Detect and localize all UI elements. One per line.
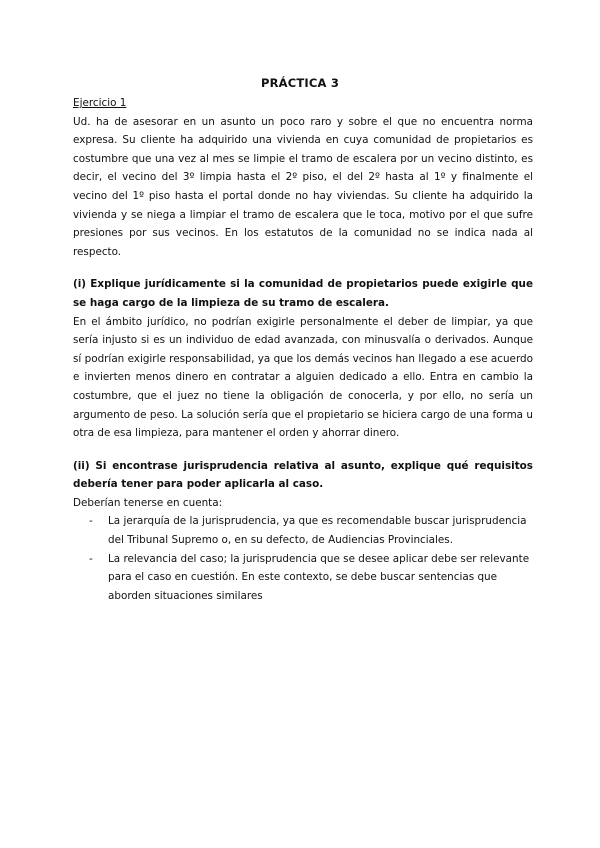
document-body — [73, 94, 533, 605]
bullet-dash: - — [89, 515, 93, 528]
question-1: (i) Explique jurídicamente si la comunidad de propietarios puede exigirle que se haga cargo de la limpieza de su tramo de escalera. — [73, 278, 533, 309]
list-item — [73, 512, 533, 549]
answer-1: En el ámbito jurídico, no podrían exigirle personalmente el deber de limpiar, ya que sería injusto si es un individuo de edad avanzada, con minusvalía o derivados. Aunque sí podrían exigirle responsabilidad, ya que los demás vecinos han llegado a ese acuerdo e invierten menos dinero en contratar a alguien dedicado a ello. Entra en cambio la costumbre, que el juez no tiene la obligación de conocerla, y por ello, no sería un argumento de peso. La solución sería que el propietario se hiciera cargo de una forma u otra de esa limpieza, para mantener el orden y ahorrar dinero. — [73, 315, 533, 440]
requirements-list — [73, 512, 533, 605]
exercise-statement: Ud. ha de asesorar en un asunto un poco raro y sobre el que no encuentra norma expresa. Su cliente ha adquirido una vivienda en cuya comunidad de propietarios es costumbre que una vez al mes se limpie el tramo de escalera por un vecino distinto, es decir, el vecino del 3º limpia hasta el 2º piso, el del 2º hasta al 1º y finalmente el vecino del 1º piso hasta el portal donde no hay viviendas. Su cliente ha adquirido la vivienda y se niega a limpiar el tramo de escalera que le toca, motivo por el que sufre presiones por sus vecinos. En los estatutos de la comunidad no se indica nada al respecto. — [73, 115, 533, 258]
exercise-heading: Ejercicio 1 — [73, 97, 127, 109]
answer-2-intro: Deberían tenerse en cuenta: — [73, 496, 223, 509]
bullet-dash: - — [89, 552, 93, 565]
list-item — [73, 550, 533, 606]
spacer — [73, 443, 533, 457]
page-title: PRÁCTICA 3 — [260, 76, 340, 90]
list-item-text: La jerarquía de la jurisprudencia, ya que es recomendable buscar jurisprudencia del Tribunal Supremo o, en su defecto, de Audiencias Provinciales. — [108, 515, 527, 547]
spacer — [73, 261, 533, 275]
list-item-text: La relevancia del caso; la jurisprudencia que se desee aplicar debe ser relevante para el caso en cuestión. En este contexto, se debe buscar sentencias que aborden situaciones similares — [108, 552, 530, 602]
question-2: (ii) Si encontrase jurisprudencia relativa al asunto, explique qué requisitos debería tener para poder aplicarla al caso. — [73, 459, 533, 491]
